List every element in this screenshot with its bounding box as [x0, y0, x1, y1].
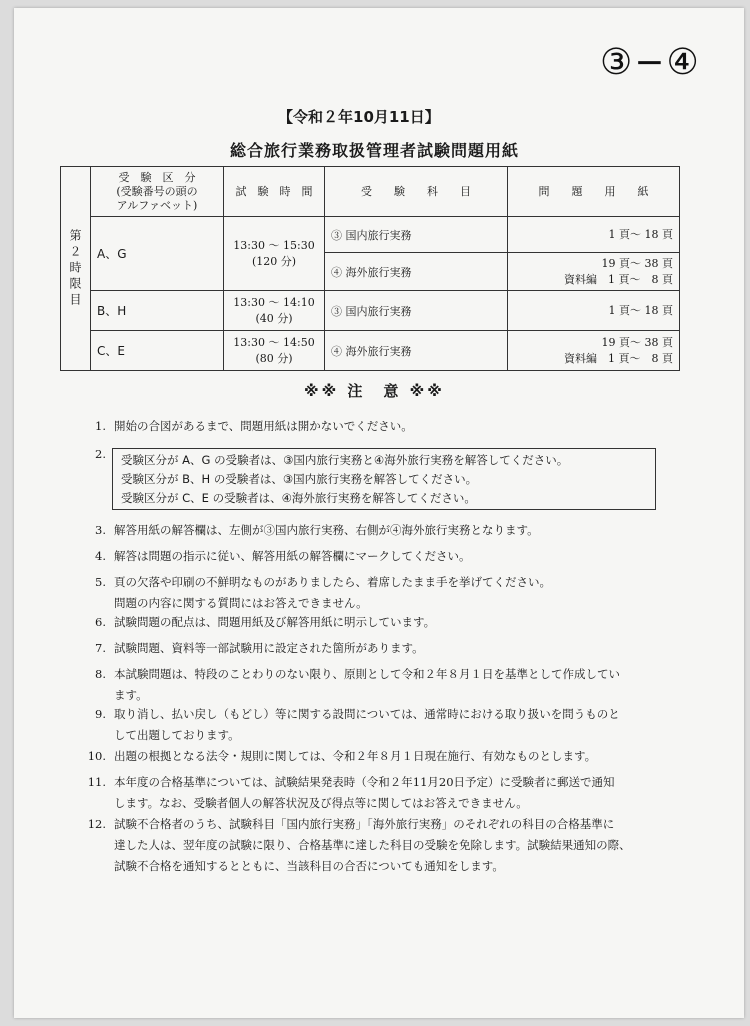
pages-cell: 1 頁〜 18 頁	[508, 217, 680, 253]
pages-cell: 19 頁〜 38 頁 資料編 1 頁〜 8 頁	[508, 253, 680, 291]
instruction-box: 受験区分が A、G の受験者は、③国内旅行実務と④海外旅行実務を解答してください。 受験区分が B、H の受験者は、③国内旅行実務を解答してください。 受験区分が C、E の受験者は、④海外旅行実務を解答してください。	[112, 448, 656, 510]
group-cell: B、H	[91, 291, 224, 331]
exam-sheet: ③−④ 【令和２年10月11日】 総合旅行業務取扱管理者試験問題用紙 第２時限目 受 験 区 分 (受験番号の頭の アルファベット) 試 験 時 間 受 験 科 目 問 題 用 紙 A、G 13:30 〜 15:30 (120 分) ③ 国内旅行実務 1 頁〜 18 頁 ④ 海外旅行実務 19 頁〜 38 頁 資料編 1 頁〜 8 頁 B、H 13:30 〜 14:10 (40 分) ③ 国内旅行実務 1 頁〜 18 頁 C、E 13:30 〜 14:50 (80 分) ④ 海外旅行実務 19 頁〜 38 頁 資料編 1 頁〜 8 頁 ※※ 注 意 ※※ 1. 開始の合図があるまで、問題用紙は開かないでください。 2. 受験区分が A、G の受験者は、③国内旅行実務と④海外旅行実務を解答してください。 受験区分が B、H の受験者は、③国内旅行実務を解答してください。 受験区分が C、E の受験者は、④海外旅行実務を解答してください。 3. 解答用紙の解答欄は、左側が③国内旅行実務、右側が④海外旅行実務となります。 4. 解答は問題の指示に従い、解答用紙の解答欄にマークしてください。 5. 頁の欠落や印刷の不鮮明なものがありましたら、着席したまま手を挙げてください。 問題の内容に関する質問にはお答えできません。 6. 試験問題の配点は、問題用紙及び解答用紙に明示しています。 7. 試験問題、資料等一部試験用に設定された箇所があります。 8. 本試験問題は、特段のことわりのない限り、原則として令和２年８月１日を基準として作成してい ます。 9. 取り消し、払い戻し（もどし）等に関する設問については、通常時における取り扱いを問うものと して出題しております。 10. 出題の根拠となる法令・規則に関しては、令和２年８月１日現在施行、有効なものとします。 11. 本年度の合格基準については、試験結果発表時（令和２年11月20日予定）に受験者に郵送で通知 します。なお、受験者個人の解答状況及び得点等に関してはお答えできません。 12. 試験不合格者のうち、試験科目「国内旅行実務」「海外旅行実務」のそれぞれの科目の合格基準に 達した人は、翌年度の試験に限り、合格基準に達した科目の受験を免除します。試験結果通知の際、 試験不合格を通知するとともに、当該科目の合否についても通知をします。	[14, 8, 744, 1018]
pages-cell: 19 頁〜 38 頁 資料編 1 頁〜 8 頁	[508, 331, 680, 371]
time-cell: 13:30 〜 15:30 (120 分)	[224, 217, 325, 291]
group-cell: C、E	[91, 331, 224, 371]
header-pages: 問 題 用 紙	[508, 167, 680, 217]
list-item: 2. 受験区分が A、G の受験者は、③国内旅行実務と④海外旅行実務を解答してください。 受験区分が B、H の受験者は、③国内旅行実務を解答してください。 受験区分が C、E の受験者は、④海外旅行実務を解答してください。	[80, 444, 690, 544]
time-cell: 13:30 〜 14:10 (40 分)	[224, 291, 325, 331]
time-cell: 13:30 〜 14:50 (80 分)	[224, 331, 325, 371]
header-time: 試 験 時 間	[224, 167, 325, 217]
table-row	[61, 217, 680, 253]
subject-cell: ③ 国内旅行実務	[325, 291, 508, 331]
schedule-table	[60, 166, 680, 371]
subject-cell: ③ 国内旅行実務	[325, 217, 508, 253]
exam-date: 【令和２年10月11日】	[278, 108, 440, 126]
table-row	[61, 291, 680, 331]
pages-cell: 1 頁〜 18 頁	[508, 291, 680, 331]
notice-heading: ※※ 注 意 ※※	[304, 382, 445, 400]
group-cell: A、G	[91, 217, 224, 291]
table-row	[61, 331, 680, 371]
header-group: 受 験 区 分 (受験番号の頭の アルファベット)	[91, 167, 224, 217]
subject-cell: ④ 海外旅行実務	[325, 253, 508, 291]
subject-cell: ④ 海外旅行実務	[325, 331, 508, 371]
header-subject: 受 験 科 目	[325, 167, 508, 217]
period-label: 第２時限目	[61, 167, 91, 371]
page-title: 総合旅行業務取扱管理者試験問題用紙	[230, 141, 520, 160]
paper-code: ③−④	[600, 42, 701, 83]
